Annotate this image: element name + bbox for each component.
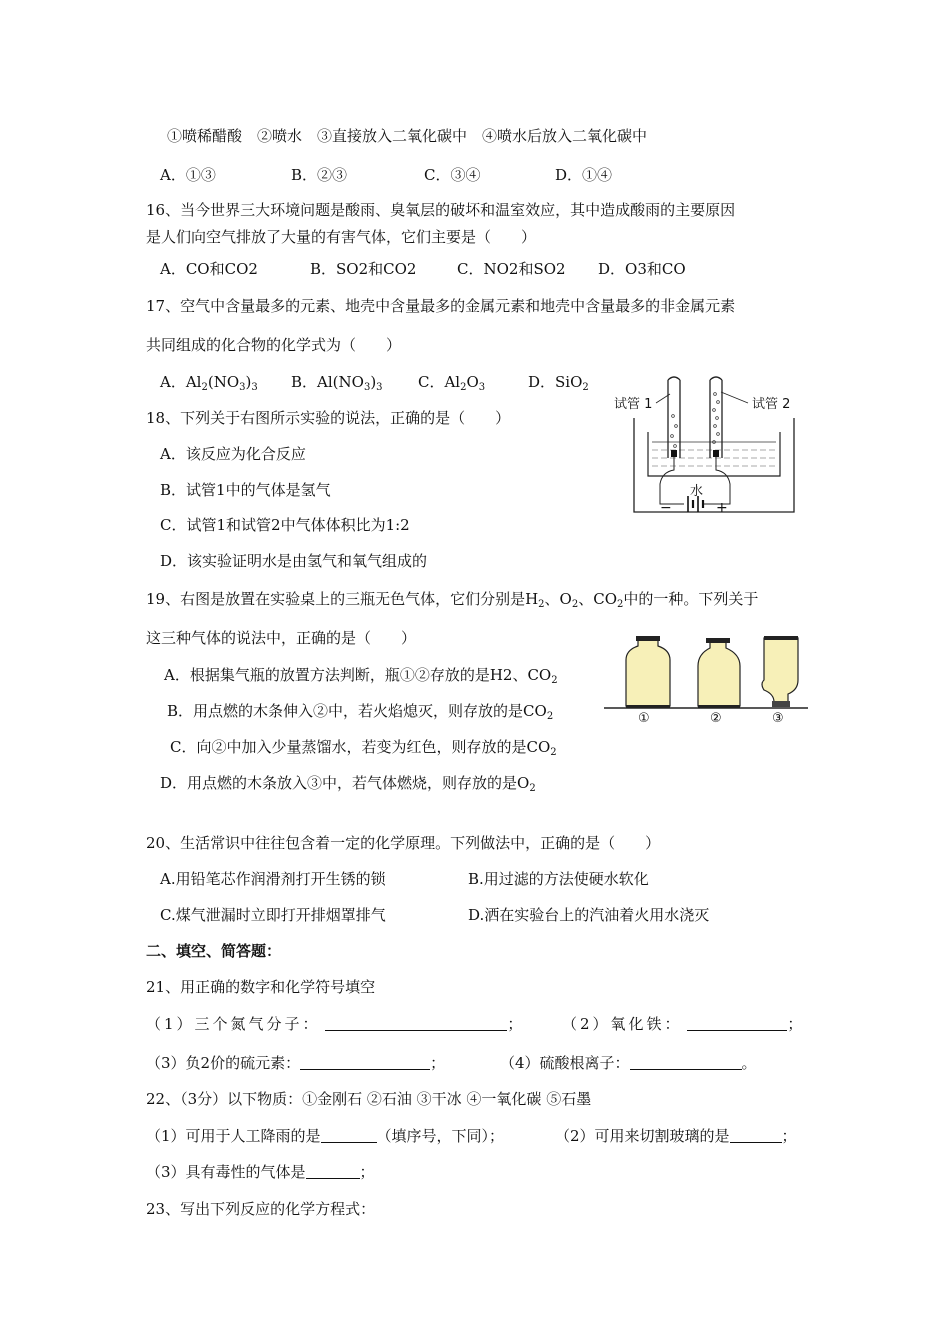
bottle-1 [626,640,670,706]
q17-stem-line1: 17、空气中含量最多的元素、地壳中含量最多的金属元素和地壳中含量最多的非金属元素 [146,297,736,315]
tube2-label: 试管 2 [752,397,791,412]
q21-item-1: （1）三个氮气分子： ； [146,1015,523,1033]
q18-option-b: B．试管1中的气体是氢气 [160,481,331,499]
q15-methods: ①喷稀醋酸 ②喷水 ③直接放入二氧化碳中 ④喷水后放入二氧化碳中 [167,127,648,145]
q21-item-3: （3）负2价的硫元素： ； [146,1054,446,1072]
q17-stem-line2: 共同组成的化合物的化学式为（ ） [146,336,402,354]
q17-option-c: C．$Al_2O_3$ [418,373,486,393]
q19-stem-line2: 这三种气体的说法中，正确的是（ ） [146,629,417,647]
bottle-3-label: ③ [772,711,784,724]
q22-blank-3[interactable] [306,1164,360,1179]
q22-item-1: （1）可用于人工降雨的是 （填序号，下同）； [146,1127,505,1145]
q20-stem: 20、生活常识中往往包含着一定的化学原理。下列做法中，正确的是（ ） [146,834,661,852]
q23-stem: 23、写出下列反应的化学方程式： [146,1200,376,1218]
q16-option-b: B．SO2和CO2 [310,260,417,278]
q17-option-b: B．$Al(NO_3)_3$ [291,373,383,393]
gas-bottles-figure [600,632,812,724]
q18-option-c: C．试管1和试管2中气体体积比为1:2 [160,516,410,534]
positive-label: + [716,500,728,516]
q15-option-d: D．①④ [555,166,613,184]
q21-blank-4[interactable] [630,1055,742,1070]
q20-option-c: C.煤气泄漏时立即打开排烟罩排气 [160,906,386,924]
q19-stem-line1: 19、右图是放置在实验桌上的三瓶无色气体，它们分别是$H_2$、$O_2$、$CO_2$中的一种。下列关于 [146,590,759,610]
q20-option-b: B.用过滤的方法使硬水软化 [468,870,649,888]
bottle-1-label: ① [638,711,650,724]
tube1-label: 试管 1 [614,397,653,412]
q17-option-a: A．$Al_2(NO_3)_3$ [160,373,258,393]
bottle-2 [698,642,740,706]
q18-option-a: A．该反应为化合反应 [160,445,306,463]
q21-blank-2[interactable] [687,1016,787,1031]
q22-item-2: （2）可用来切割玻璃的是 ； [555,1127,797,1145]
q16-option-d: D．O3和CO [598,260,686,278]
q19-option-a: A．根据集气瓶的放置方法判断，瓶①②存放的是H2、$CO_2$ [164,666,558,686]
q21-blank-3[interactable] [300,1055,430,1070]
q20-option-d: D.洒在实验台上的汽油着火用水浇灭 [468,906,710,924]
q15-option-c: C．③④ [424,166,481,184]
q22-stem: 22、（3分）以下物质：①金刚石 ②石油 ③干冰 ④一氧化碳 ⑤石墨 [146,1090,592,1108]
q18-stem: 18、下列关于右图所示实验的说法，正确的是（ ） [146,409,511,427]
q22-item-3: （3）具有毒性的气体是 ； [146,1163,375,1181]
q16-option-a: A．CO和CO2 [160,260,258,278]
q16-stem-line1: 16、当今世界三大环境问题是酸雨、臭氧层的破坏和温室效应，其中造成酸雨的主要原因 [146,201,736,219]
electrolysis-figure [612,372,814,520]
q21-blank-1[interactable] [325,1016,507,1031]
q19-option-c: C．向②中加入少量蒸馏水，若变为红色，则存放的是$CO_2$ [170,738,557,758]
bottle-3 [762,638,798,702]
q18-option-d: D．该实验证明水是由氢气和氧气组成的 [160,552,428,570]
q15-option-b: B．②③ [291,166,348,184]
water-label: 水 [690,484,704,499]
q21-item-2: （2）氧化铁： ； [562,1015,803,1033]
q19-option-d: D．用点燃的木条放入③中，若气体燃烧，则存放的是$O_2$ [160,774,536,794]
q16-stem-line2: 是人们向空气排放了大量的有害气体，它们主要是（ ） [146,228,537,246]
q15-option-a: A．①③ [160,166,216,184]
q22-blank-1[interactable] [321,1128,377,1143]
q21-stem: 21、用正确的数字和化学符号填空 [146,978,376,996]
q20-option-a: A.用铅笔芯作润滑剂打开生锈的锁 [160,870,386,888]
q22-blank-2[interactable] [730,1128,782,1143]
bottle-2-label: ② [710,711,722,724]
negative-label: − [660,500,672,516]
q16-option-c: C．NO2和SO2 [457,260,566,278]
section-2-title: 二、填空、简答题： [146,942,282,960]
q19-option-b: B．用点燃的木条伸入②中，若火焰熄灭，则存放的是$CO_2$ [167,702,554,722]
q17-option-d: D．SiO$_2$ [528,373,589,393]
q21-item-4: （4）硫酸根离子： 。 [500,1054,757,1072]
